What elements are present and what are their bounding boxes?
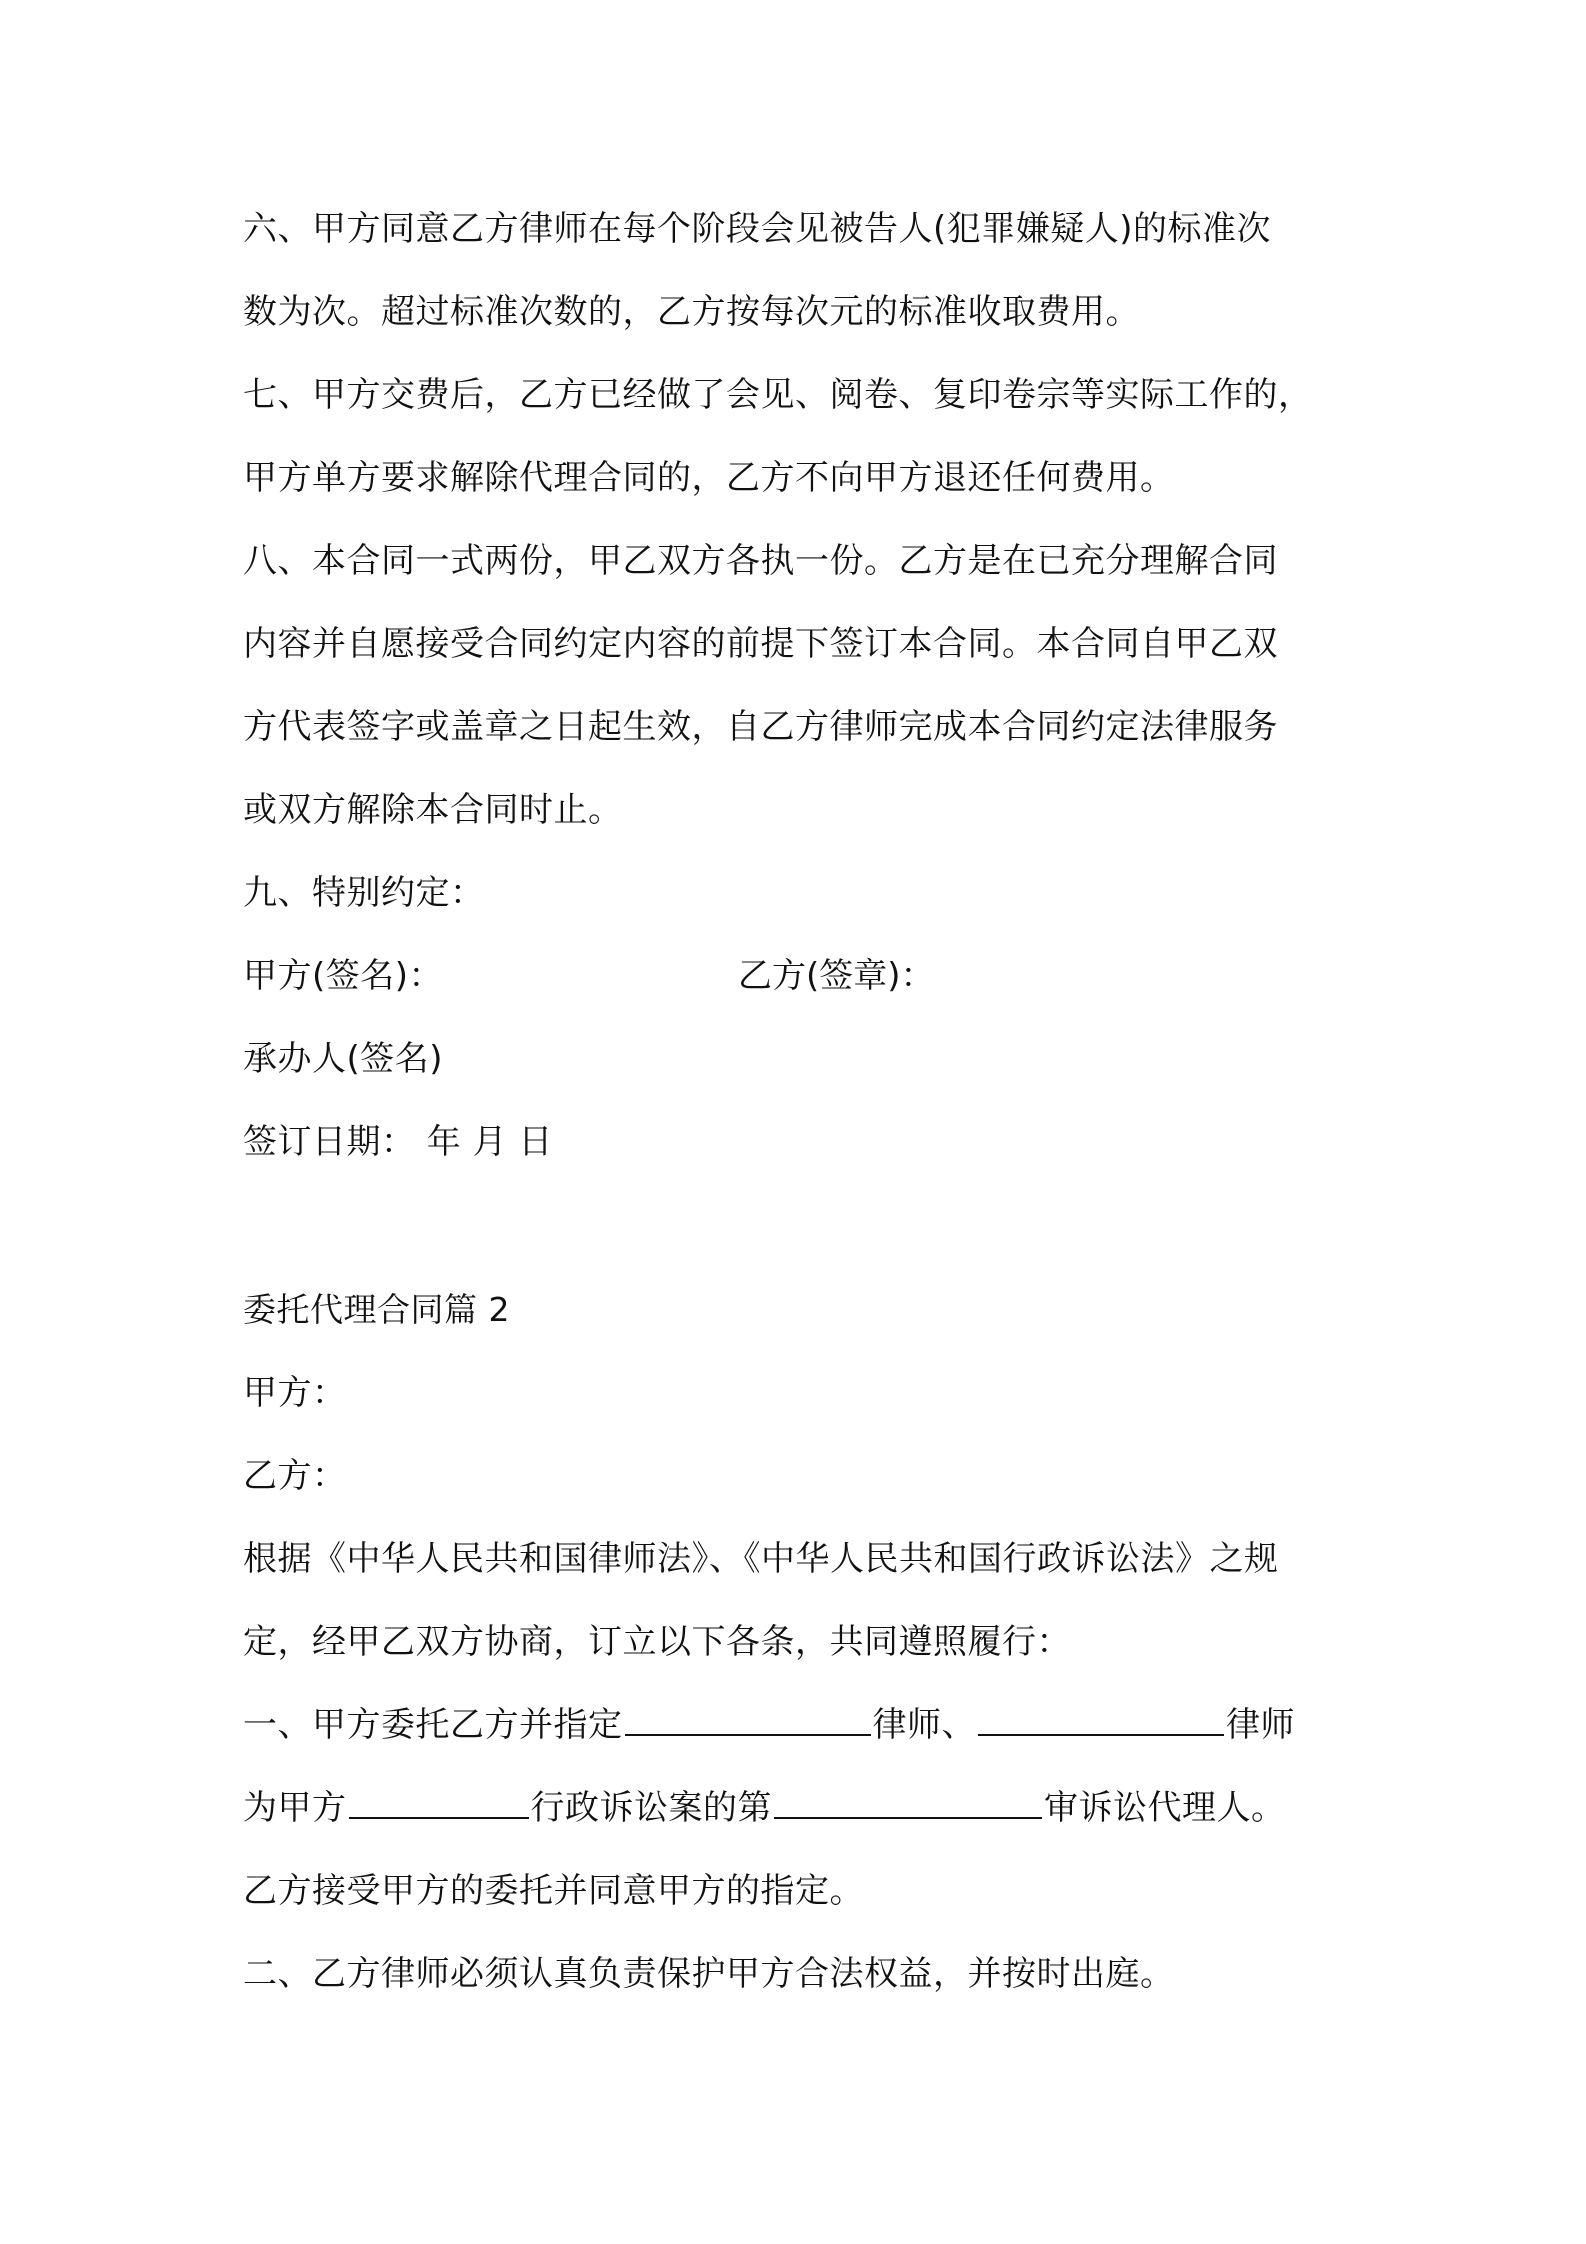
clause-8-line-2: 内容并自愿接受合同约定内容的前提下签订本合同。本合同自甲乙双 bbox=[243, 624, 1278, 664]
lawyer-2-blank[interactable] bbox=[978, 1704, 1224, 1736]
section-2-basis-line-1: 根据《中华人民共和国律师法》、《中华人民共和国行政诉讼法》之规 bbox=[243, 1539, 1279, 1579]
section-2-party-b: 乙方： bbox=[243, 1456, 347, 1496]
trial-instance-blank[interactable] bbox=[774, 1787, 1042, 1819]
section-2-clause-1-line-1 bbox=[243, 1703, 1363, 1747]
clause-6-line-1: 六、甲方同意乙方律师在每个阶段会见被告人(犯罪嫌疑人)的标准次 bbox=[243, 209, 1272, 249]
clause-8-line-3: 方代表签字或盖章之日起生效，自乙方律师完成本合同约定法律服务 bbox=[243, 707, 1278, 747]
signature-handler: 承办人(签名) bbox=[243, 1039, 444, 1079]
section-2-title: 委托代理合同篇 2 bbox=[243, 1290, 510, 1329]
case-name-blank[interactable] bbox=[349, 1787, 529, 1819]
clause-6-line-2: 数为次。超过标准次数的，乙方按每次元的标准收取费用。 bbox=[243, 292, 1140, 332]
clause-8-line-4: 或双方解除本合同时止。 bbox=[243, 790, 623, 830]
section-2-clause-1-line-3: 乙方接受甲方的委托并同意甲方的指定。 bbox=[243, 1871, 864, 1911]
clause-1-text-f: 审诉讼代理人。 bbox=[1044, 1788, 1286, 1828]
section-2-clause-2: 二、乙方律师必须认真负责保护甲方合法权益，并按时出庭。 bbox=[243, 1954, 1175, 1994]
clause-1-text-d: 为甲方 bbox=[243, 1788, 347, 1828]
section-2-basis-line-2: 定，经甲乙双方协商，订立以下各条，共同遵照履行： bbox=[243, 1622, 1071, 1662]
clause-8-line-1: 八、本合同一式两份，甲乙双方各执一份。乙方是在已充分理解合同 bbox=[243, 541, 1278, 581]
clause-7-line-1: 七、甲方交费后，乙方已经做了会见、阅卷、复印卷宗等实际工作的， bbox=[243, 375, 1313, 415]
clause-1-text-e: 行政诉讼案的第 bbox=[530, 1788, 772, 1828]
lawyer-1-blank[interactable] bbox=[625, 1704, 871, 1736]
signature-party-a: 甲方(签名)： bbox=[243, 956, 444, 996]
section-2-clause-1-line-2 bbox=[243, 1786, 1363, 1830]
signature-date: 签订日期： 年 月 日 bbox=[243, 1122, 553, 1162]
signature-party-b: 乙方(签章)： bbox=[738, 956, 935, 996]
section-2-party-a: 甲方： bbox=[243, 1373, 347, 1413]
clause-1-text-b: 律师、 bbox=[872, 1705, 976, 1745]
clause-7-line-2: 甲方单方要求解除代理合同的，乙方不向甲方退还任何费用。 bbox=[243, 458, 1175, 498]
clause-1-text-a: 一、甲方委托乙方并指定 bbox=[243, 1705, 623, 1745]
clause-9-special-terms: 九、特别约定： bbox=[243, 873, 485, 913]
clause-1-text-c: 律师 bbox=[1226, 1705, 1295, 1745]
